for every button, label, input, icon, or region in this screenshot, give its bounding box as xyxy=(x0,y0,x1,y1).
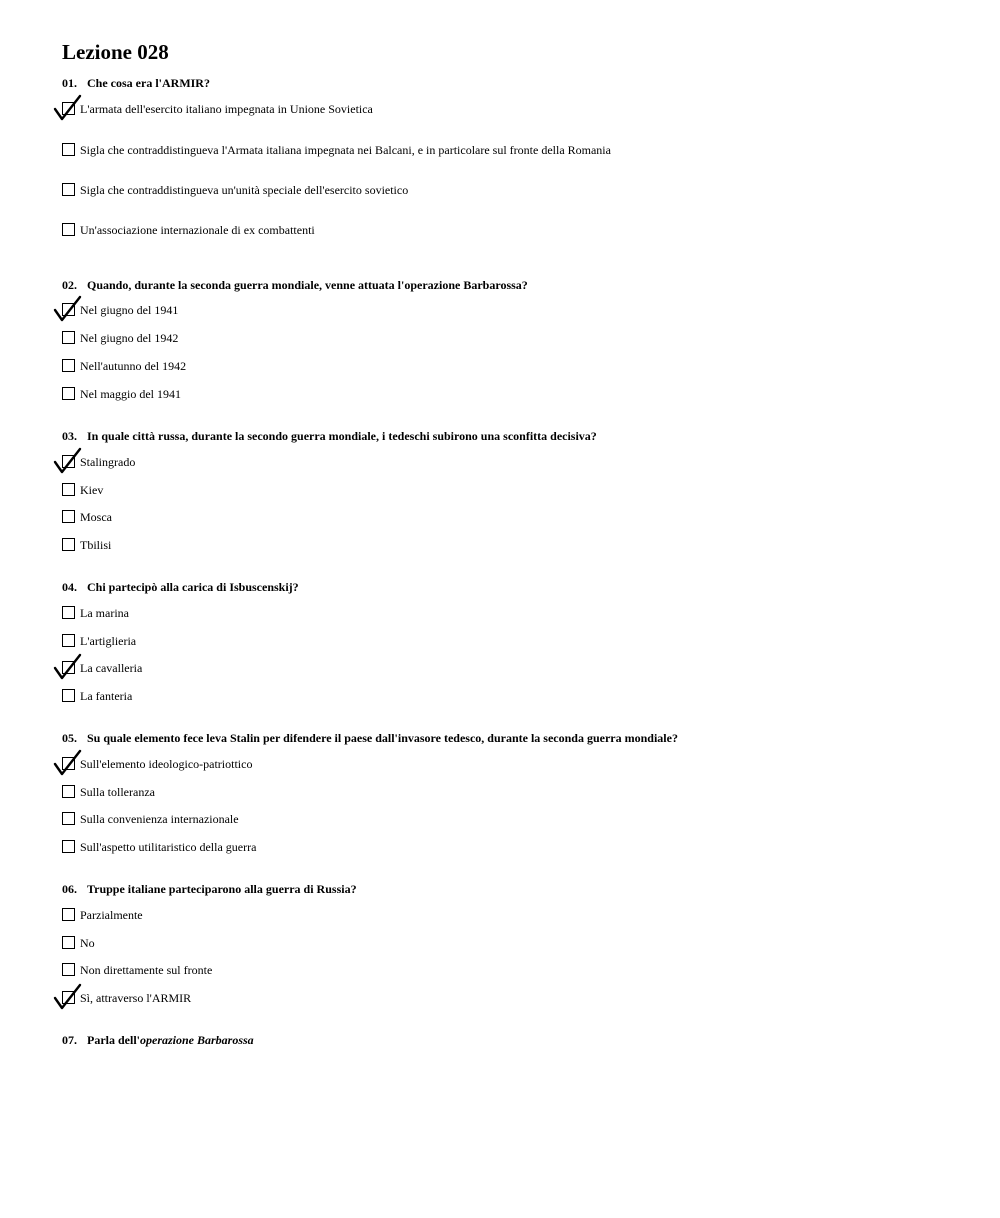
option-label: Nell'autunno del 1942 xyxy=(80,359,187,373)
option-label: Sull'elemento ideologico-patriottico xyxy=(80,757,253,771)
question-label-italic: operazione Barbarossa xyxy=(140,1033,254,1047)
checkbox[interactable] xyxy=(62,143,75,156)
option-label: Kiev xyxy=(80,483,104,497)
checkbox[interactable] xyxy=(62,359,75,372)
question-label: Quando, durante la seconda guerra mondiale, venne attuata l'operazione Barbarossa? xyxy=(87,278,528,292)
question-number: 01. xyxy=(62,76,77,90)
question-number: 03. xyxy=(62,429,77,443)
option-label: Sigla che contraddistingueva un'unità speciale dell'esercito sovietico xyxy=(80,183,409,197)
checkbox[interactable] xyxy=(62,689,75,702)
question-label: Truppe italiane parteciparono alla guerra di Russia? xyxy=(87,882,357,896)
checkmark-icon xyxy=(53,95,83,121)
question-number: 04. xyxy=(62,580,77,594)
question-3-text xyxy=(62,428,597,444)
checkbox[interactable] xyxy=(62,606,75,619)
option-label: La cavalleria xyxy=(80,661,143,675)
option-label: Un'associazione internazionale di ex combattenti xyxy=(80,223,315,237)
option-label: Nel giugno del 1941 xyxy=(80,303,179,317)
question-6-text xyxy=(62,881,357,897)
option-label: L'armata dell'esercito italiano impegnata in Unione Sovietica xyxy=(80,102,373,116)
question-label: Su quale elemento fece leva Stalin per difendere il paese dall'invasore tedesco, durante la seconda guerra mondiale? xyxy=(87,731,678,745)
checkbox[interactable] xyxy=(62,936,75,949)
checkbox[interactable] xyxy=(62,483,75,496)
checkbox[interactable] xyxy=(62,538,75,551)
checkbox[interactable] xyxy=(62,510,75,523)
checkbox[interactable] xyxy=(62,223,75,236)
checkmark-icon xyxy=(53,654,83,680)
option-label: Sì, attraverso l'ARMIR xyxy=(80,991,192,1005)
option-label: L'artiglieria xyxy=(80,634,137,648)
checkbox[interactable] xyxy=(62,840,75,853)
option-label: Sull'aspetto utilitaristico della guerra xyxy=(80,840,257,854)
question-number: 07. xyxy=(62,1033,77,1047)
question-label: Chi partecipò alla carica di Isbuscenskij? xyxy=(87,580,299,594)
option-label: La fanteria xyxy=(80,689,133,703)
question-label: In quale città russa, durante la secondo guerra mondiale, i tedeschi subirono una sconfitta decisiva? xyxy=(87,429,597,443)
option-label: Non direttamente sul fronte xyxy=(80,963,213,977)
question-number: 02. xyxy=(62,278,77,292)
option-label: Mosca xyxy=(80,510,112,524)
checkmark-icon xyxy=(53,750,83,776)
question-number: 06. xyxy=(62,882,77,896)
option-label: Sulla convenienza internazionale xyxy=(80,812,239,826)
checkbox[interactable] xyxy=(62,785,75,798)
option-label: Stalingrado xyxy=(80,455,136,469)
checkbox[interactable] xyxy=(62,908,75,921)
question-2-text xyxy=(62,277,528,293)
option-label: Sigla che contraddistingueva l'Armata italiana impegnata nei Balcani, e in particolare sul fronte della Romania xyxy=(80,143,611,157)
question-label: Che cosa era l'ARMIR? xyxy=(87,76,210,90)
option-label: Parzialmente xyxy=(80,908,143,922)
checkbox[interactable] xyxy=(62,963,75,976)
option-label: Nel maggio del 1941 xyxy=(80,387,181,401)
option-label: La marina xyxy=(80,606,129,620)
checkbox[interactable] xyxy=(62,634,75,647)
checkmark-icon xyxy=(53,984,83,1010)
question-label-prefix: Parla dell' xyxy=(87,1033,140,1047)
checkbox[interactable] xyxy=(62,183,75,196)
question-1-text xyxy=(62,75,210,91)
page-title: Lezione 028 xyxy=(62,40,169,64)
option-label: Tbilisi xyxy=(80,538,112,552)
checkbox[interactable] xyxy=(62,387,75,400)
checkmark-icon xyxy=(53,296,83,322)
option-label: Sulla tolleranza xyxy=(80,785,155,799)
question-4-text xyxy=(62,579,299,595)
checkbox[interactable] xyxy=(62,812,75,825)
question-number: 05. xyxy=(62,731,77,745)
question-5-text xyxy=(62,730,678,746)
question-7-text xyxy=(62,1032,254,1048)
option-label: Nel giugno del 1942 xyxy=(80,331,179,345)
option-label: No xyxy=(80,936,95,950)
checkbox[interactable] xyxy=(62,331,75,344)
checkmark-icon xyxy=(53,448,83,474)
